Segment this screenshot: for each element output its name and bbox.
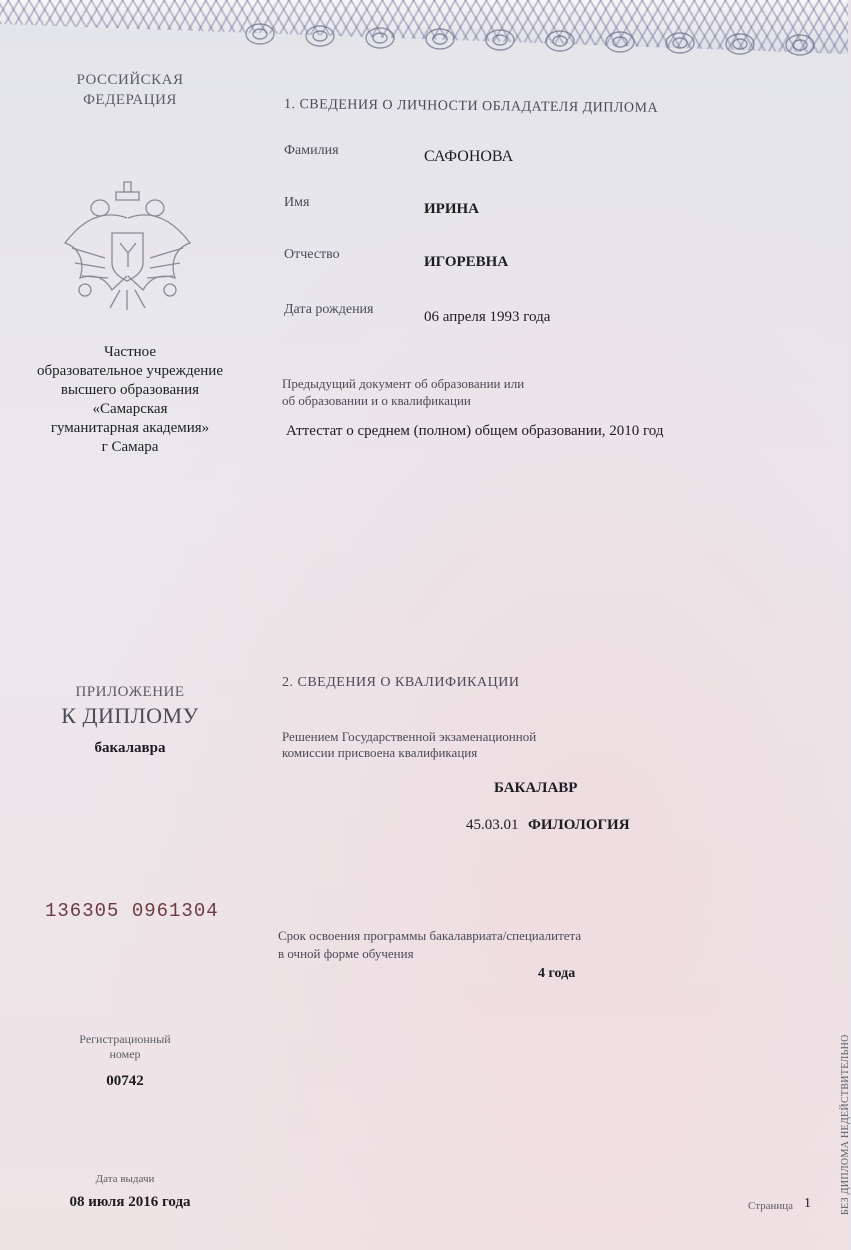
- reg-number-label-line1: Регистрационный: [79, 1032, 171, 1046]
- prev-doc-label-line1: Предыдущий документ об образовании или: [282, 376, 525, 391]
- institution-line: образовательное учреждение: [36, 363, 223, 379]
- appendix-title-line1: ПРИЛОЖЕНИЕ: [75, 684, 185, 700]
- qualification-value: БАКАЛАВР: [494, 780, 578, 796]
- institution-line: высшего образования: [60, 382, 200, 398]
- birth-date-label: Дата рождения: [284, 302, 374, 317]
- decision-line1: Решением Государственной экзаменационной: [282, 729, 537, 744]
- patronymic-value: ИГОРЕВНА: [424, 254, 509, 270]
- section2-title: 2. СВЕДЕНИЯ О КВАЛИФИКАЦИИ: [282, 675, 520, 690]
- specialty-name: ФИЛОЛОГИЯ: [528, 817, 630, 833]
- institution-line: Частное: [104, 344, 156, 360]
- term-value: 4 года: [538, 966, 576, 981]
- country-name-line1: РОССИЙСКАЯ: [76, 72, 184, 88]
- security-rosette-pattern: [230, 14, 840, 58]
- page-label: Страница: [748, 1200, 794, 1212]
- prev-doc-value: Аттестат о среднем (полном) общем образовании, 2010 год: [286, 423, 664, 439]
- reg-number-value: 00742: [106, 1073, 144, 1089]
- country-name-line2: ФЕДЕРАЦИЯ: [83, 92, 177, 108]
- surname-label: Фамилия: [284, 143, 339, 158]
- specialty-code: 45.03.01: [466, 817, 519, 833]
- page-number: 1: [804, 1196, 811, 1211]
- name-value: ИРИНА: [424, 201, 479, 217]
- institution-line: г Самара: [101, 439, 159, 455]
- prev-doc-label-line2: об образовании и о квалификации: [282, 393, 471, 408]
- section1-title: 1. СВЕДЕНИЯ О ЛИЧНОСТИ ОБЛАДАТЕЛЯ ДИПЛОМА: [283, 97, 659, 116]
- appendix-title-line2: К ДИПЛОМУ: [61, 703, 199, 728]
- coat-of-arms-emblem-icon: [60, 178, 195, 318]
- term-label-line2: в очной форме обучения: [278, 946, 414, 961]
- name-label: Имя: [284, 195, 310, 210]
- issue-date-value: 08 июля 2016 года: [69, 1194, 191, 1210]
- form-serial-number: 136305 0961304: [45, 900, 219, 922]
- institution-name: [20, 343, 240, 457]
- term-label-line1: Срок освоения программы бакалавриата/специалитета: [278, 928, 582, 943]
- degree-level: бакалавра: [94, 740, 166, 756]
- reg-number-label-line2: номер: [109, 1047, 141, 1061]
- institution-line: гуманитарная академия»: [50, 420, 210, 436]
- issue-date-label: Дата выдачи: [95, 1173, 155, 1185]
- surname-value: САФОНОВА: [424, 148, 514, 165]
- institution-line: «Самарская: [92, 401, 168, 417]
- side-validity-note: БЕЗ ДИПЛОМА НЕДЕЙСТВИТЕЛЬНО: [840, 1034, 851, 1215]
- patronymic-label: Отчество: [284, 247, 340, 262]
- birth-date-value: 06 апреля 1993 года: [424, 309, 551, 325]
- decision-line2: комиссии присвоена квалификация: [282, 745, 478, 760]
